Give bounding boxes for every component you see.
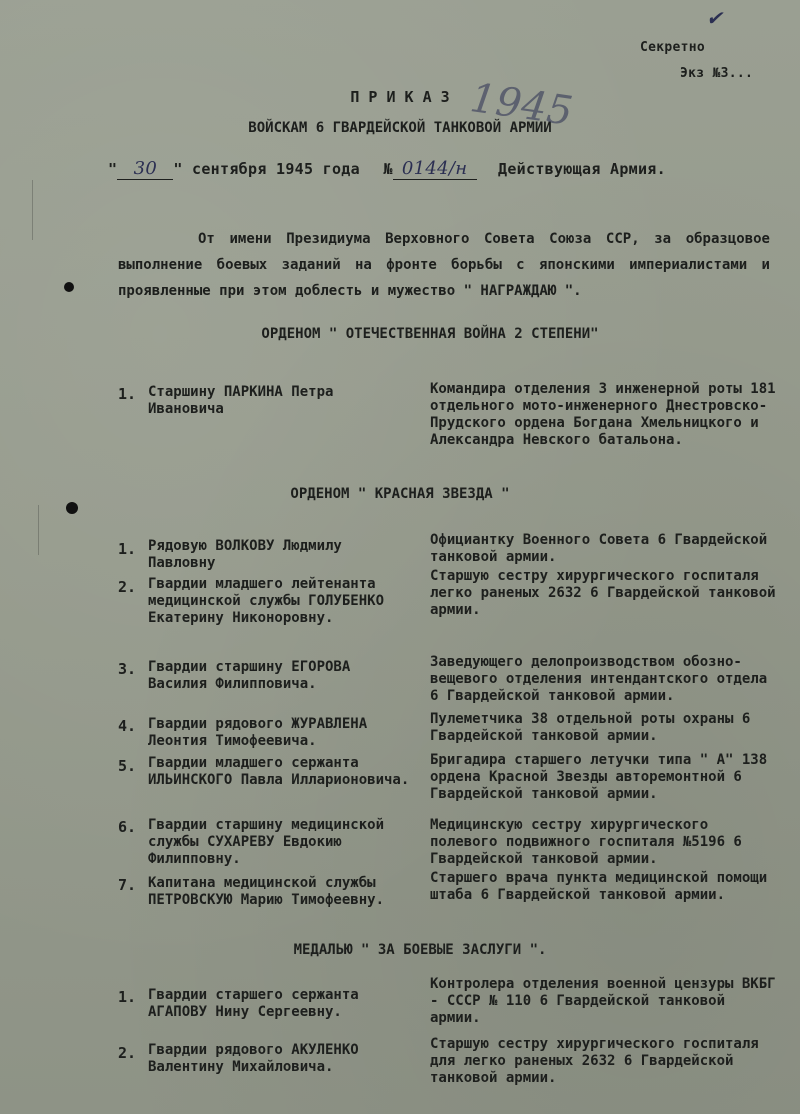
award-number: 1. [118, 988, 137, 1006]
order-number: 0144/н [393, 158, 477, 180]
award-number: 2. [118, 1044, 137, 1062]
recipient-name: Гвардии рядового АКУЛЕНКО Валентину Михайловича. [148, 1042, 359, 1075]
section-heading-medal-combat-merit: МЕДАЛЬЮ " ЗА БОЕВЫЕ ЗАСЛУГИ ". [293, 942, 547, 958]
corner-mark: ✔ [706, 6, 724, 30]
recipient-name: Рядовую ВОЛКОВУ Людмилу Павловну [148, 538, 342, 571]
award-number: 6. [118, 818, 137, 836]
punch-hole [64, 282, 74, 292]
recipient-name: Гвардии рядового ЖУРАВЛЕНА Леонтия Тимофеевича. [148, 716, 368, 749]
fold-line [32, 180, 33, 240]
award-number: 4. [118, 717, 137, 735]
recipient-position: Заведующего делопроизводством обозно-вещевого отделения интендантского отдела 6 Гвардейской танковой армии. [430, 654, 768, 704]
recipient-position: Командира отделения 3 инженерной роты 181 отдельного мото-инженерного Днестровско-Прудского ордена Богдана Хмельницкого и Александра Невского батальона. [430, 381, 776, 448]
section-heading-order-red-star: ОРДЕНОМ " КРАСНАЯ ЗВЕЗДА " [290, 486, 510, 502]
award-number: 7. [118, 876, 137, 894]
recipient-position: Пулеметчика 38 отдельной роты охраны 6 Гвардейской танковой армии. [430, 711, 751, 744]
recipient-position: Бригадира старшего летучки типа " А" 138 ордена Красной Звезды авторемонтной 6 Гвардейской танковой армии. [430, 752, 768, 802]
award-number: 5. [118, 757, 137, 775]
section-heading-order-patriotic-war: ОРДЕНОМ " ОТЕЧЕСТВЕННАЯ ВОЙНА 2 СТЕПЕНИ" [261, 326, 599, 342]
recipient-name: Старшину ПАРКИНА Петра Ивановича [148, 384, 334, 417]
recipient-name: Гвардии старшего сержанта АГАПОВУ Нину Сергеевну. [148, 987, 359, 1020]
recipient-position: Старшего врача пункта медицинской помощи штаба 6 Гвардейской танковой армии. [430, 870, 768, 903]
document-subtitle: ВОЙСКАМ 6 ГВАРДЕЙСКОЙ ТАНКОВОЙ АРМИИ [248, 120, 552, 136]
recipient-name: Капитана медицинской службы ПЕТРОВСКУЮ Марию Тимофеевну. [148, 875, 385, 908]
punch-hole [66, 502, 78, 514]
recipient-name: Гвардии младшего сержанта ИЛЬИНСКОГО Павла Илларионовича. [148, 755, 410, 788]
recipient-name: Гвардии старшину ЕГОРОВА Василия Филипповича. [148, 659, 351, 692]
recipient-position: Официантку Военного Совета 6 Гвардейской танковой армии. [430, 532, 768, 565]
award-number: 3. [118, 660, 137, 678]
award-number: 1. [118, 385, 137, 403]
award-number: 1. [118, 540, 137, 558]
fold-line [38, 505, 39, 555]
secret-mark: Секретно [640, 40, 706, 55]
date-line: " 30 " сентября 1945 года № 0144/н Действующая Армия. [108, 158, 666, 179]
date-day: 30 [117, 158, 173, 180]
copy-number: Экз №3... [680, 66, 754, 81]
document-title: П Р И К А З [350, 88, 450, 106]
recipient-position: Старшую сестру хирургического госпиталя легко раненых 2632 6 Гвардейской танковой армии. [430, 568, 776, 618]
recipient-name: Гвардии старшину медицинской службы СУХАРЕВУ Евдокию Филипповну. [148, 817, 385, 867]
intro-paragraph: От имени Президиума Верховного Совета Союза ССР, за образцовое выполнение боевых заданий на фронте борьбы с японскими империалистами и проявленные при этом доблесть и мужество " НАГРАЖДАЮ ". [118, 231, 770, 299]
date-month-year: сентября 1945 года [192, 160, 360, 178]
recipient-name: Гвардии младшего лейтенанта медицинской службы ГОЛУБЕНКО Екатерину Никоноровну. [148, 576, 385, 626]
recipient-position: Медицинскую сестру хирургического полевого подвижного госпиталя №5196 6 Гвардейской танковой армии. [430, 817, 742, 867]
recipient-position: Контролера отделения военной цензуры ВКБГ - СССР № 110 6 Гвардейской танковой армии. [430, 976, 776, 1026]
order-number-prefix: № [383, 160, 393, 178]
award-number: 2. [118, 578, 137, 596]
recipient-position: Старшую сестру хирургического госпиталя для легко раненых 2632 6 Гвардейской танковой армии. [430, 1036, 759, 1086]
army-label: Действующая Армия. [498, 160, 666, 178]
margin-handwritten-note: 1945 [467, 75, 576, 135]
